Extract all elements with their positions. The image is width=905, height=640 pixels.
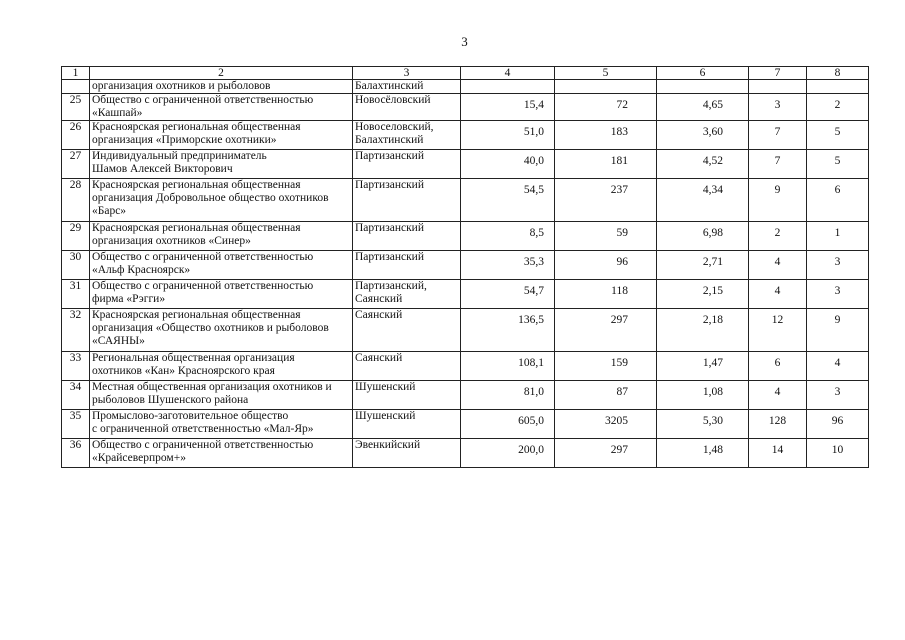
value-col5-cell: [555, 309, 657, 352]
value-col6-cell: [657, 410, 749, 439]
value-col6-cell-text: 1,48: [702, 444, 723, 456]
table-row: [62, 251, 869, 280]
value-col7-cell: [749, 381, 807, 410]
value-col6-cell-text: 3,60: [702, 126, 723, 138]
district-cell-text: Саянский: [355, 309, 403, 321]
value-col4-cell-text: 40,0: [523, 155, 544, 167]
value-col8-cell-text: 9: [834, 314, 841, 326]
value-col7-cell-text: 4: [774, 386, 781, 398]
district-cell-text: Партизанский: [355, 179, 424, 191]
value-col6-cell-text: 1,08: [702, 386, 723, 398]
row-number-cell-text: 25: [69, 94, 82, 106]
value-col6-cell: [657, 150, 749, 179]
value-col4-cell-text: 108,1: [518, 357, 544, 369]
header-cell: 3: [353, 67, 461, 80]
value-col8-cell: [807, 80, 869, 94]
value-col8-cell-text: 4: [834, 357, 841, 369]
district-cell: [353, 251, 461, 280]
value-col7-cell-text: 6: [774, 357, 781, 369]
table-body: [62, 67, 869, 468]
district-cell: [353, 80, 461, 94]
value-col6-cell: [657, 251, 749, 280]
value-col6-cell: [657, 309, 749, 352]
value-col8-cell-text: 10: [831, 444, 844, 456]
district-cell-text: Партизанский: [355, 222, 424, 234]
value-col8-cell-text: 5: [834, 155, 841, 167]
value-col6-cell-text: 2,18: [702, 314, 723, 326]
organization-name-cell: [90, 94, 353, 121]
value-col5-cell-text: 96: [616, 256, 628, 268]
header-cell: 5: [555, 67, 657, 80]
row-number-cell: [62, 352, 90, 381]
value-col8-cell: [807, 280, 869, 309]
organization-name-cell: [90, 150, 353, 179]
value-col5-cell-text: 159: [610, 357, 628, 369]
value-col7-cell: [749, 251, 807, 280]
value-col7-cell: [749, 309, 807, 352]
value-col6-cell-text: 4,34: [702, 184, 723, 196]
value-col7-cell-text: 7: [774, 126, 781, 138]
value-col4-cell: [461, 439, 555, 468]
value-col5-cell: [555, 410, 657, 439]
table-row: [62, 309, 869, 352]
value-col8-cell: [807, 121, 869, 150]
value-col4-cell: [461, 381, 555, 410]
value-col6-cell-text: 4,52: [702, 155, 723, 167]
district-cell-text: Новоселовский, Балахтинский: [355, 121, 434, 146]
header-cell: 4: [461, 67, 555, 80]
value-col7-cell-text: 12: [771, 314, 784, 326]
district-cell: [353, 222, 461, 251]
value-col6-cell-text: 4,65: [702, 99, 723, 111]
value-col5-cell: [555, 94, 657, 121]
value-col5-cell: [555, 381, 657, 410]
value-col5-cell-text: 237: [610, 184, 628, 196]
organization-name-cell-text: Местная общественная организация охотников и рыболовов Шушенского района: [92, 381, 332, 406]
value-col7-cell-text: 14: [771, 444, 784, 456]
data-table: [61, 66, 869, 468]
header-row: [62, 67, 869, 80]
value-col8-cell: [807, 94, 869, 121]
value-col8-cell: [807, 179, 869, 222]
row-number-cell: [62, 280, 90, 309]
value-col8-cell: [807, 381, 869, 410]
value-col4-cell-text: 8,5: [529, 227, 544, 239]
value-col4-cell-text: 81,0: [523, 386, 544, 398]
organization-name-cell-text: Промыслово-заготовительное общество с ограниченной ответственностью «Мал-Яр»: [92, 410, 314, 435]
header-cell: 6: [657, 67, 749, 80]
value-col6-cell: [657, 80, 749, 94]
header-cell: 8: [807, 67, 869, 80]
value-col6-cell-text: 5,30: [702, 415, 723, 427]
value-col4-cell-text: 35,3: [523, 256, 544, 268]
district-cell: [353, 410, 461, 439]
value-col7-cell: [749, 352, 807, 381]
organization-name-cell-text: Региональная общественная организация охотников «Кан» Красноярского края: [92, 352, 295, 377]
row-number-cell: [62, 381, 90, 410]
value-col6-cell-text: 6,98: [702, 227, 723, 239]
value-col6-cell: [657, 121, 749, 150]
value-col4-cell-text: 15,4: [523, 99, 544, 111]
district-cell-text: Партизанский, Саянский: [355, 280, 427, 305]
table-row: [62, 222, 869, 251]
organization-name-cell-text: Индивидуальный предприниматель Шамов Алексей Викторович: [92, 150, 267, 175]
organization-name-cell: [90, 280, 353, 309]
row-number-cell-text: 36: [69, 439, 82, 451]
value-col5-cell-text: 181: [610, 155, 628, 167]
table-row: [62, 381, 869, 410]
district-cell: [353, 179, 461, 222]
organization-name-cell-text: Красноярская региональная общественная организация Добровольное общество охотников «Барс»: [92, 179, 329, 217]
district-cell: [353, 352, 461, 381]
value-col5-cell-text: 183: [610, 126, 628, 138]
row-number-cell: [62, 309, 90, 352]
row-number-cell: [62, 94, 90, 121]
row-number-cell-text: 28: [69, 179, 82, 191]
row-number-cell: [62, 150, 90, 179]
value-col8-cell-text: 2: [834, 99, 841, 111]
value-col7-cell: [749, 80, 807, 94]
value-col4-cell-text: 54,7: [523, 285, 544, 297]
row-number-cell-text: 31: [69, 280, 82, 292]
row-number-cell-text: 30: [69, 251, 82, 263]
row-number-cell-text: 32: [69, 309, 82, 321]
table-row: [62, 150, 869, 179]
district-cell-text: Эвенкийский: [355, 439, 421, 451]
organization-name-cell: [90, 352, 353, 381]
district-cell-text: Партизанский: [355, 150, 424, 162]
row-number-cell: [62, 121, 90, 150]
value-col7-cell: [749, 439, 807, 468]
header-cell: 2: [90, 67, 353, 80]
value-col4-cell: [461, 222, 555, 251]
value-col5-cell-text: 3205: [605, 415, 628, 427]
district-cell: [353, 94, 461, 121]
value-col4-cell: [461, 280, 555, 309]
value-col5-cell: [555, 280, 657, 309]
value-col6-cell-text: 1,47: [702, 357, 723, 369]
value-col7-cell: [749, 410, 807, 439]
district-cell-text: Партизанский: [355, 251, 424, 263]
page-number: 3: [461, 34, 468, 49]
table-row: [62, 410, 869, 439]
district-cell: [353, 280, 461, 309]
organization-name-cell: [90, 121, 353, 150]
value-col7-cell-text: 4: [774, 256, 781, 268]
organization-name-cell: [90, 439, 353, 468]
value-col4-cell: [461, 251, 555, 280]
value-col4-cell: [461, 352, 555, 381]
row-number-cell: [62, 439, 90, 468]
value-col7-cell-text: 2: [774, 227, 781, 239]
value-col7-cell-text: 3: [774, 99, 781, 111]
value-col8-cell-text: 3: [834, 256, 841, 268]
organization-name-cell-text: Общество с ограниченной ответственностью фирма «Рэгги»: [92, 280, 314, 305]
value-col8-cell-text: 3: [834, 386, 841, 398]
value-col7-cell: [749, 179, 807, 222]
value-col5-cell: [555, 80, 657, 94]
value-col5-cell-text: 87: [616, 386, 628, 398]
value-col5-cell: [555, 352, 657, 381]
value-col6-cell: [657, 439, 749, 468]
value-col5-cell-text: 72: [616, 99, 628, 111]
district-cell-text: Новосёловский: [355, 94, 431, 106]
value-col5-cell-text: 59: [616, 227, 628, 239]
row-number-cell: [62, 251, 90, 280]
value-col4-cell: [461, 121, 555, 150]
value-col6-cell: [657, 179, 749, 222]
value-col4-cell-text: 136,5: [518, 314, 544, 326]
table-row: [62, 179, 869, 222]
organization-name-cell-text: Общество с ограниченной ответственностью «Кашпай»: [92, 94, 314, 119]
district-cell: [353, 121, 461, 150]
value-col6-cell: [657, 352, 749, 381]
row-number-cell-text: 33: [69, 352, 82, 364]
value-col8-cell: [807, 251, 869, 280]
value-col8-cell: [807, 410, 869, 439]
header-cell: 7: [749, 67, 807, 80]
organization-name-cell: [90, 381, 353, 410]
value-col4-cell-text: 51,0: [523, 126, 544, 138]
value-col5-cell-text: 297: [610, 444, 628, 456]
value-col7-cell: [749, 150, 807, 179]
value-col5-cell: [555, 222, 657, 251]
district-cell: [353, 309, 461, 352]
row-number-cell: [62, 80, 90, 94]
row-number-cell-text: 35: [69, 410, 82, 422]
table-row: [62, 121, 869, 150]
value-col4-cell: [461, 80, 555, 94]
organization-name-cell: [90, 410, 353, 439]
organization-name-cell-text: Красноярская региональная общественная организация «Общество охотников и рыболовов «САЯНЫ»: [92, 309, 329, 347]
row-number-cell: [62, 179, 90, 222]
value-col5-cell-text: 118: [611, 285, 628, 297]
header-cell: 1: [62, 67, 90, 80]
value-col7-cell-text: 9: [774, 184, 781, 196]
value-col4-cell: [461, 410, 555, 439]
organization-name-cell: [90, 222, 353, 251]
value-col7-cell: [749, 280, 807, 309]
district-cell-text: Шушенский: [355, 410, 416, 422]
organization-name-cell: [90, 251, 353, 280]
value-col5-cell: [555, 121, 657, 150]
district-cell-text: Балахтинский: [355, 80, 424, 92]
organization-name-cell: [90, 179, 353, 222]
value-col8-cell-text: 6: [834, 184, 841, 196]
value-col6-cell: [657, 94, 749, 121]
table-row: [62, 94, 869, 121]
value-col4-cell-text: 605,0: [518, 415, 544, 427]
organization-name-cell: [90, 80, 353, 94]
value-col7-cell: [749, 121, 807, 150]
value-col5-cell: [555, 251, 657, 280]
district-cell: [353, 381, 461, 410]
value-col8-cell: [807, 439, 869, 468]
row-number-cell-text: 34: [69, 381, 82, 393]
value-col6-cell-text: 2,15: [702, 285, 723, 297]
organization-name-cell-text: организация охотников и рыболовов: [92, 80, 271, 92]
organization-name-cell-text: Общество с ограниченной ответственностью «Альф Красноярск»: [92, 251, 314, 276]
value-col8-cell-text: 5: [834, 126, 841, 138]
value-col7-cell-text: 7: [774, 155, 781, 167]
value-col8-cell-text: 3: [834, 285, 841, 297]
value-col5-cell: [555, 179, 657, 222]
value-col6-cell: [657, 222, 749, 251]
row-number-cell: [62, 410, 90, 439]
table-row: [62, 352, 869, 381]
organization-name-cell-text: Общество с ограниченной ответственностью «Крайсеверпром+»: [92, 439, 314, 464]
organization-name-cell-text: Красноярская региональная общественная организация «Приморские охотники»: [92, 121, 301, 146]
value-col4-cell-text: 200,0: [518, 444, 544, 456]
value-col8-cell: [807, 222, 869, 251]
district-cell: [353, 150, 461, 179]
value-col7-cell: [749, 222, 807, 251]
value-col4-cell: [461, 309, 555, 352]
district-cell-text: Шушенский: [355, 381, 416, 393]
value-col7-cell-text: 4: [774, 285, 781, 297]
table-row: [62, 439, 869, 468]
value-col8-cell: [807, 352, 869, 381]
row-number-cell-text: 29: [69, 222, 82, 234]
district-cell: [353, 439, 461, 468]
value-col4-cell: [461, 150, 555, 179]
value-col4-cell: [461, 179, 555, 222]
organization-name-cell-text: Красноярская региональная общественная организация охотников «Синер»: [92, 222, 301, 247]
row-number-cell-text: 27: [69, 150, 82, 162]
district-cell-text: Саянский: [355, 352, 403, 364]
value-col6-cell: [657, 381, 749, 410]
row-number-cell: [62, 222, 90, 251]
value-col5-cell: [555, 439, 657, 468]
table-row: [62, 280, 869, 309]
value-col8-cell: [807, 309, 869, 352]
value-col6-cell-text: 2,71: [702, 256, 723, 268]
value-col8-cell-text: 1: [834, 227, 841, 239]
value-col4-cell-text: 54,5: [523, 184, 544, 196]
value-col8-cell: [807, 150, 869, 179]
value-col8-cell-text: 96: [831, 415, 844, 427]
value-col6-cell: [657, 280, 749, 309]
value-col5-cell: [555, 150, 657, 179]
organization-name-cell: [90, 309, 353, 352]
value-col7-cell-text: 128: [768, 415, 787, 427]
value-col7-cell: [749, 94, 807, 121]
row-number-cell-text: 26: [69, 121, 82, 133]
value-col4-cell: [461, 94, 555, 121]
table-row: [62, 80, 869, 94]
value-col5-cell-text: 297: [610, 314, 628, 326]
